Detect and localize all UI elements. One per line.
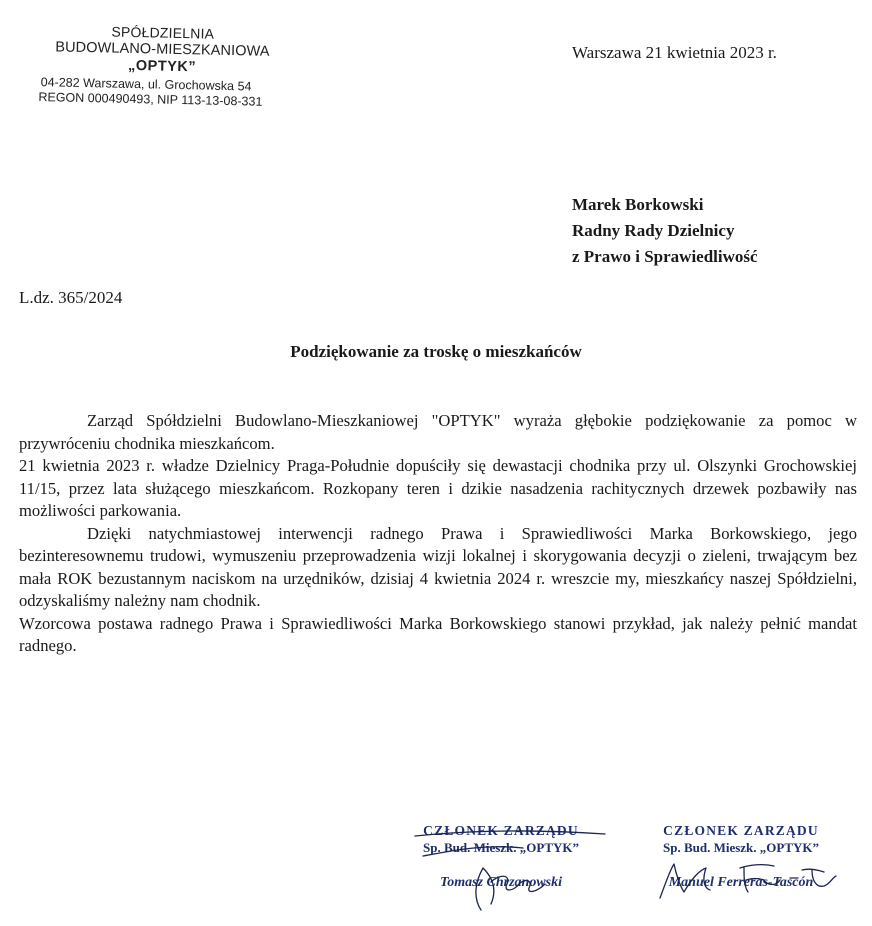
signature-org: Sp. Bud. Mieszk. „OPTYK”	[662, 840, 820, 855]
signature-name: Manuel Ferreras-Tascón	[668, 875, 814, 890]
stamp-ids: REGON 000490493, NIP 113-13-08-331	[38, 90, 263, 109]
recipient-name: Marek Borkowski	[572, 195, 704, 214]
recipient-block	[572, 192, 758, 270]
recipient-title: Radny Rady Dzielnicy	[572, 221, 735, 240]
signature-name: Tomasz Chrzanowski	[439, 875, 563, 890]
body-paragraph-1: Zarząd Spółdzielni Budowlano-Mieszkaniowej "OPTYK" wyraża głębokie podziękowanie za pomoc w przywróceniu chodnika mieszkańcom.	[19, 411, 857, 453]
signature-org: Sp. Bud. Mieszk. „OPTYK”	[422, 840, 580, 855]
place-and-date: Warszawa 21 kwietnia 2023 r.	[572, 43, 777, 62]
stamp-line-2: BUDOWLANO-MIESZKANIOWA	[55, 39, 270, 60]
signature-role: CZŁONEK ZARZĄDU	[423, 823, 579, 838]
stamp-address: 04-282 Warszawa, ul. Grochowska 54	[40, 75, 252, 94]
signature-stamp-1	[390, 822, 612, 892]
body-paragraph-3: Dzięki natychmiastowej interwencji radnego Prawa i Sprawiedliwości Marka Borkowskiego, jego bezinteresownemu trudowi, wymuszeniu przeprowadzenia wizji lokalnej i skorygowania decyzji o zieleni, trwającym bez mała ROK bezustannym naciskom na urzędników, dzisiaj 4 kwietnia 2024 r. wreszcie my, mieszkańcy naszej Spółdzielni, odzyskaliśmy należny nam chodnik.	[19, 523, 857, 610]
recipient-party: z Prawo i Sprawiedliwość	[572, 247, 758, 266]
stamp-line-1: SPÓŁDZIELNIA	[111, 23, 215, 42]
body-paragraph-2: 21 kwietnia 2023 r. władze Dzielnicy Praga-Południe dopuściły się dewastacji chodnika przy ul. Olszynki Grochowskiej 11/15, przez lata służącego mieszkańcom. Rozkopany teren i dzikie nasadzenia rachitycznych drzewek pozbawiły nas możliwości parkowania.	[19, 456, 857, 520]
reference-number: L.dz. 365/2024	[19, 288, 123, 307]
cooperative-stamp	[36, 22, 288, 110]
letter-body	[19, 410, 857, 658]
signature-role: CZŁONEK ZARZĄDU	[663, 823, 819, 838]
stamp-line-3: „OPTYK”	[127, 57, 197, 76]
letter-subject: Podziękowanie za troskę o mieszkańców	[290, 342, 582, 361]
body-paragraph-4: Wzorcowa postawa radnego Prawa i Sprawiedliwości Marka Borkowskiego stanowi przykład, jak należy pełnić mandat radnego.	[19, 613, 857, 655]
signature-stamp-2	[636, 822, 846, 892]
